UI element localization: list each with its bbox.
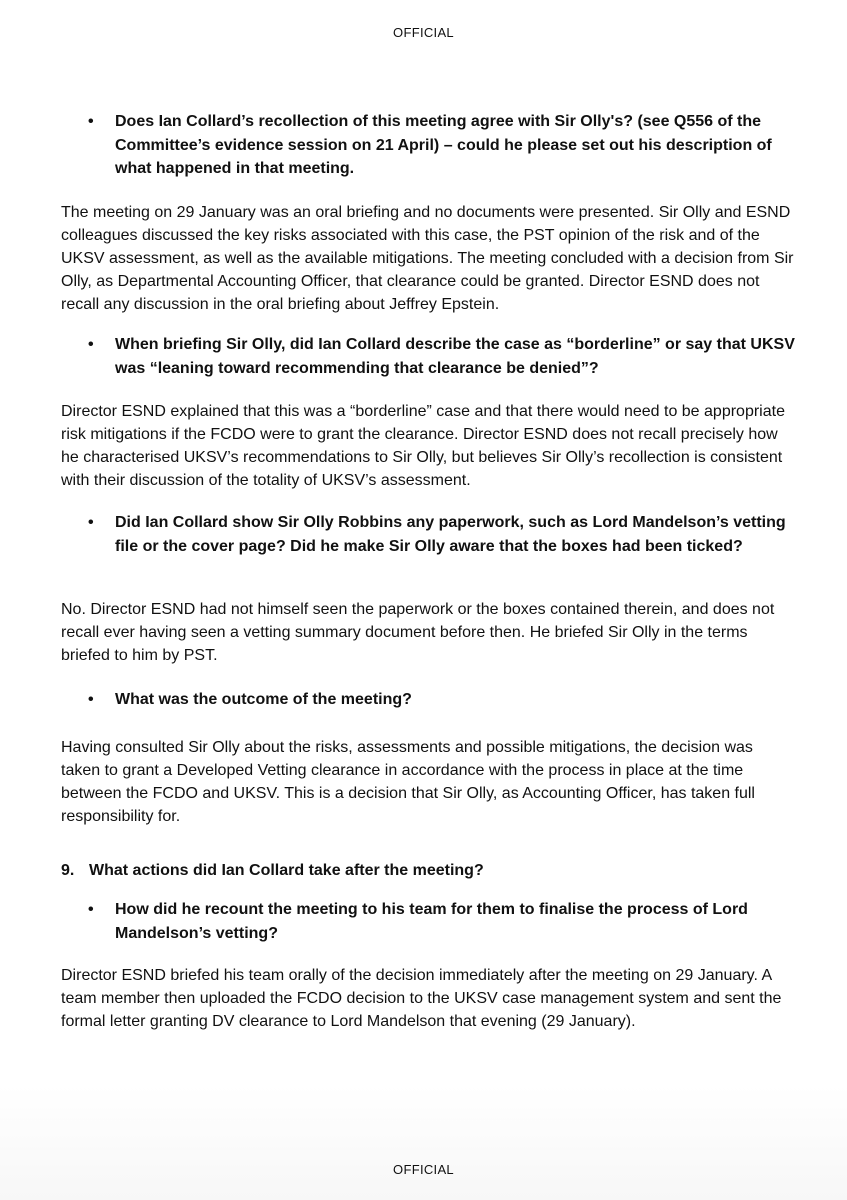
bullet-icon: • — [88, 514, 94, 531]
page-footer-classification: OFFICIAL — [393, 1162, 454, 1177]
page-bottom-shade — [0, 1085, 847, 1200]
answer-3: No. Director ESND had not himself seen the paperwork or the boxes contained therein, and does not recall ever having seen a vetting summary document before then. He briefed Sir Olly in the terms briefed to him by PST. — [61, 601, 775, 664]
answer-1: The meeting on 29 January was an oral briefing and no documents were presented. Sir Olly and ESND colleagues discussed the key risks associated with this case, the PST opinion of the risk and of the UKSV assessment, as well as the available mitigations. The meeting concluded with a decision from Sir Olly, as Departmental Accounting Officer, that clearance could be granted. Director ESND does not recall any discussion in the oral briefing about Jeffrey Epstein. — [61, 204, 794, 313]
bullet-icon: • — [88, 691, 94, 708]
answer-9: Director ESND briefed his team orally of the decision immediately after the meeting on 29 January. A team member then uploaded the FCDO decision to the UKSV case management system and sent the formal letter granting DV clearance to Lord Mandelson that evening (29 January). — [61, 967, 782, 1030]
question-1: Does Ian Collard’s recollection of this meeting agree with Sir Olly's? (see Q556 of the Committee’s evidence session on 21 April) – could he please set out his description of what happened in that meeting. — [115, 113, 772, 177]
bullet-icon: • — [88, 901, 94, 918]
bullet-icon: • — [88, 113, 94, 130]
question-9: How did he recount the meeting to his team for them to finalise the process of Lord Mandelson’s vetting? — [115, 901, 748, 942]
section-number: 9. — [61, 862, 75, 879]
section-heading-text: What actions did Ian Collard take after the meeting? — [89, 862, 484, 879]
section-9-heading — [61, 859, 796, 882]
question-3: Did Ian Collard show Sir Olly Robbins any paperwork, such as Lord Mandelson’s vetting file or the cover page? Did he make Sir Olly aware that the boxes had been ticked? — [115, 514, 786, 555]
bullet-icon: • — [88, 336, 94, 353]
answer-2: Director ESND explained that this was a “borderline” case and that there would need to be appropriate risk mitigations if the FCDO were to grant the clearance. Director ESND does not recall precisely how he characterised UKSV’s recommendations to Sir Olly, but believes Sir Olly’s recollection is consistent with their discussion of the totality of UKSV’s assessment. — [61, 403, 785, 489]
answer-4: Having consulted Sir Olly about the risks, assessments and possible mitigations, the decision was taken to grant a Developed Vetting clearance in accordance with the process in place at the time between the FCDO and UKSV. This is a decision that Sir Olly, as Accounting Officer, has taken full responsibility for. — [61, 739, 755, 825]
question-2: When briefing Sir Olly, did Ian Collard describe the case as “borderline” or say that UKSV was “leaning toward recommending that clearance be denied”? — [115, 336, 795, 377]
question-4: What was the outcome of the meeting? — [115, 691, 412, 708]
page-header-classification: OFFICIAL — [393, 25, 454, 40]
